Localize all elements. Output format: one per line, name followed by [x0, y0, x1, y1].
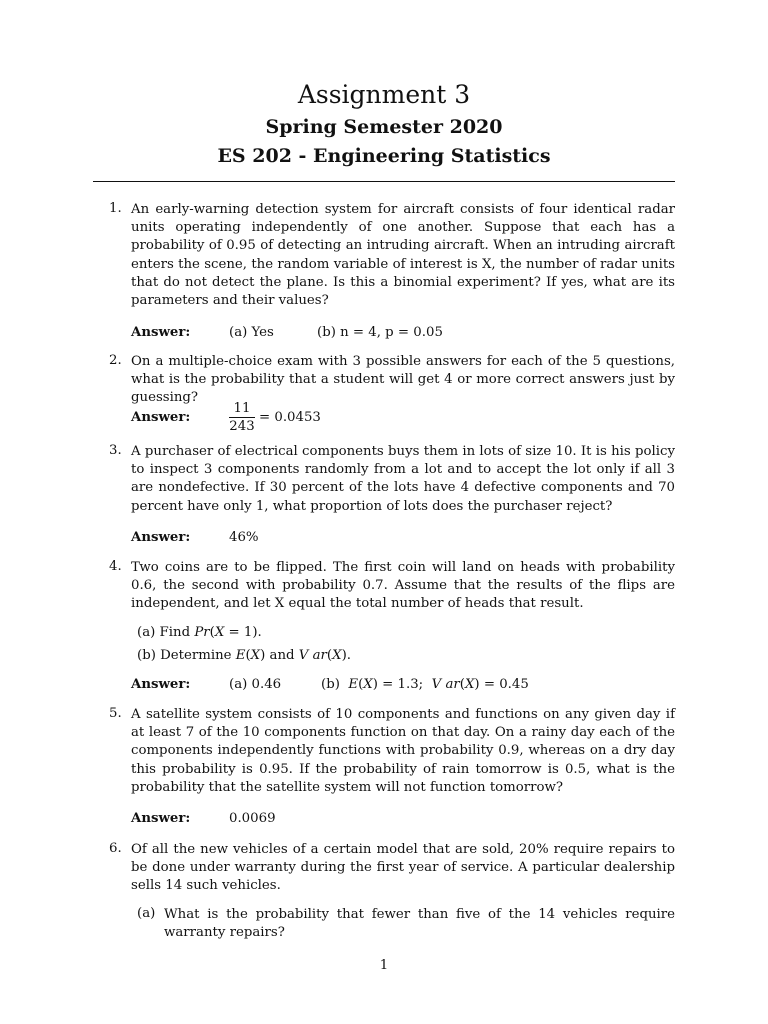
question-1-answer-a: (a) Yes: [229, 325, 274, 340]
question-3-number: 3.: [109, 443, 122, 458]
question-5-answer: 0.0069: [229, 811, 276, 826]
question-2-answer-value: = 0.0453: [259, 410, 321, 425]
question-5-number: 5.: [109, 706, 122, 721]
question-1-number: 1.: [109, 201, 122, 216]
question-6-number: 6.: [109, 841, 122, 856]
question-2-number: 2.: [109, 353, 122, 368]
question-6-part-a-label: (a): [137, 906, 156, 921]
question-1-answer-label: Answer:: [131, 325, 191, 340]
question-4-answer-b: (b) E(X) = 1.3; V ar(X) = 0.45: [321, 677, 529, 692]
question-5-answer-label: Answer:: [131, 811, 191, 826]
question-3-answer-label: Answer:: [131, 530, 191, 545]
assignment-title: Assignment 3: [297, 80, 471, 109]
question-6-part-a: What is the probability that fewer than five of the 14 vehicles require warranty repairs?: [164, 907, 675, 941]
semester-heading: Spring Semester 2020: [265, 116, 503, 138]
question-2-fraction: [229, 401, 255, 434]
fraction-bar: [229, 417, 255, 418]
question-4-number: 4.: [109, 559, 122, 574]
page-number: 1: [379, 958, 389, 973]
question-6-text: Of all the new vehicles of a certain model that are sold, 20% require repairs to be done under warranty during the first year of service. A particular dealership sells 14 such vehicles.: [131, 842, 675, 894]
question-3-answer: 46%: [229, 530, 259, 545]
question-1-answer-b: (b) n = 4, p = 0.05: [317, 325, 443, 340]
question-3-text: A purchaser of electrical components buys them in lots of size 10. It is his policy to inspect 3 components randomly from a lot and to accept the lot only if all 3 are nondefective. If 30 percent of the lots have 4 defective components and 70 percent have only 1, what proportion of lots does the purchaser reject?: [131, 444, 675, 514]
question-4-part-a: (a) Find Pr(X = 1).: [137, 625, 262, 640]
header-rule: [93, 181, 675, 182]
question-4-part-b: (b) Determine E(X) and V ar(X).: [137, 648, 351, 663]
question-4-answer-a: (a) 0.46: [229, 677, 282, 692]
question-2-text: On a multiple-choice exam with 3 possible answers for each of the 5 questions, what is the probability that a student will get 4 or more correct answers just by guessing?: [131, 354, 675, 406]
question-4-answer-label: Answer:: [131, 677, 191, 692]
question-5-text: A satellite system consists of 10 components and functions on any given day if at least 7 of the 10 components function on that day. On a rainy day each of the components independently functions with probability 0.9, whereas on a dry day this probability is 0.95. If the probability of rain tomorrow is 0.5, what is the probability that the satellite system will not function tomorrow?: [131, 707, 675, 795]
course-heading: ES 202 - Engineering Statistics: [217, 145, 551, 167]
question-1-text: An early-warning detection system for aircraft consists of four identical radar units operating independently of one another. Suppose that each has a probability of 0.95 of detecting an intruding aircraft. When an intruding aircraft enters the scene, the random variable of interest is X, the number of radar units that do not detect the plane. Is this a binomial experiment? If yes, what are its parameters and their values?: [131, 202, 675, 309]
fraction-numerator: 11: [233, 401, 251, 416]
fraction-denominator: 243: [229, 419, 255, 434]
question-4-text: Two coins are to be flipped. The first coin will land on heads with probability 0.6, the second with probability 0.7. Assume that the results of the flips are independent, and let X equal the total number of heads that result.: [131, 560, 675, 612]
question-2-answer-label: Answer:: [131, 410, 191, 425]
